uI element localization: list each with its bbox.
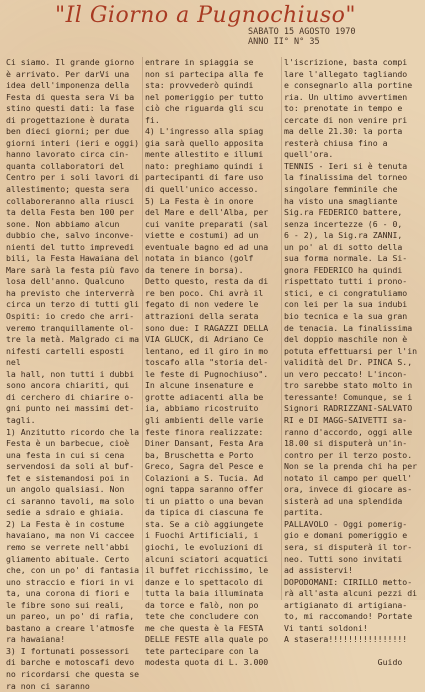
article-column-2: entrare in spiaggia se non si partecipa alla fe sta: provvederò quindi nel pomeriggio per tutto ciò che riguarda gli scu fi. 4) L'ingresso alla spiag gia sarà quello apposita mente allestito e illumi nato: preghiamo quindi i partecipanti di fare uso di quell'unico accesso. 5) La Festa è in onore del Mare e dell'Alba, per cui vanite preparati (sal viette e costumi) ad un eventuale bagno ed ad una notata in bianco (golf da tenere in borsa). Detto questo, resta da di re ben poco. Chi avrà il fegato di non vedere le attrazioni della serata sono due: I RAGAZZI DELLA VIA GLUCK, di Adriano Ce lentano, ed il giro in mo toscafo alla "storia del- le feste di Pugnochiuso". In alcune insenature e grotte adiacenti alla be ia, abbiamo ricostruito gli ambienti delle varie feste finora realizzate: Diner Dansant, Festa Ara ba, Bruschetta e Porto Greco, Sagra del Pesce e Colazioni a S. Tucia. Ad ogni tappa saranno offer ti un piatto o una bevan da tipica di ciascuna fe sta. Se a ciò aggiungete i Fuochi Artificiali, i giochi, le evoluzioni di alcuni sciatori acquatici il buffet ricchissimo, le danze e lo spettacolo di tutta la baia illuminata da torce e falò, non po tete che concludere con me che questa è la FESTA DELLE FESTE alla quale po tete partecipare con la modesta quota di L. 3.000 [145, 57, 269, 668]
column-divider [281, 57, 282, 600]
column-divider [142, 57, 143, 600]
issue-date: SABATO 15 AGOSTO 1970 [248, 27, 356, 37]
dateline [248, 27, 398, 47]
article-column-3: l'iscrizione, basta compi lare l'allegato tagliando e consegnarlo alla portine ria. Un ultimo avvertimen to: prenotate in tempo e cercate di non venire pri ma delle 21.30: la porta resterà chiusa fino a quell'ora. TENNIS - Ieri si è tenuta la finalissima del torneo singolare femminile che ha visto una smagliante Sig.ra FEDERICO battere, senza incertezze (6 - 0, 6 - 2), la Sig.ra ZANNI, un po' al di sotto della sua forma normale. La Si- gnora FEDERICO ha quindi rispettato tutti i prono- stici, e ci congratuliamo con lei per la sua indubi bio tecnica e la sua gran de tenacia. La finalissima del doppio maschile non è potuta effettuarsi per l'in validità del Dr. PINCA S., un vero peccato! L'incon- tro sarebbe stato molto in teressante! Comunque, se i Signori RADRIZZANI-SALVATO RI e DI MAGG-SAIVETTI sa- ranno d'accordo, oggi alle 18.00 si disputerà un'in- contro per il terzo posto. Non se la prenda chi ha per notato il campo per quell' ora, invece di giocare as- sisterà ad una splendida partita. PALLAVOLO - Oggi pomerig- gio e domani pomeriggio e sera, si disputerà il tor- neo. Tutti sono invitati ad assistervi! DOPODOMANI: CIRILLO metto- rà all'asta alcuni pezzi di artigianato di artigiana- to, mi raccomando! Portate Vi tanti soldoni! A stasera!!!!!!!!!!!!!!!! Guido [284, 57, 418, 668]
masthead-title: "Il Giorno a Pugnochiuso" [55, 3, 357, 28]
issue-number: ANNO II° N° 35 [248, 37, 320, 47]
article-column-1: Ci siamo. Il grande giorno è arrivato. Per darVi una idea dell'imponenza della Festa di questa sera Vi ba stino questi dati: la fase di progettazione è durata ben dieci giorni; per due giorni interi (ieri e oggi) hanno lavorato circa cin- quanta collaboratori del Centro per i soli lavori di allestimento; questa sera collaboreranno alla riusci ta della Festa ben 100 per sone. Non abbiamo alcun dubbio che, salvo inconve- nienti del tutto imprevedi bili, la Festa Hawaiana del Mare sarà la festa più favo losa dell'anno. Qualcuno ha previsto che interverrà circa un terzo di tutti gli Ospiti: io credo che arri- veremo tranquillamente ol- tre la metà. Malgrado ci ma nifesti cartelli esposti nel la hall, non tutti i dubbi sono ancora chiariti, qui di cerchero di chiarire o- gni punto nei massimi det- tagli. 1) Anzitutto ricordo che la Festa è un barbecue, cioè una festa in cui si cena servendosi da soli al buf- fet e sistemandosi poi in un angolo qualsiasi. Non ci saranno tavoli, ma solo sedie a sdraio e ghiaia. 2) La Festa è in costume havaiano, ma non Vi caccee remo se verrete nell'abbi gliamento abituale. Certo che, con un po' di fantasia uno straccio e fiori in vi ta, una corona di fiori e le fibre sono sui reali, un pareo, un po' di rafia, bastano a creare l'atmosfe ra hawaiana! 3) I fortunati possessori di barche e motoscafi devo no ricordarsi che questa se ra non ci saranno [6, 57, 140, 691]
